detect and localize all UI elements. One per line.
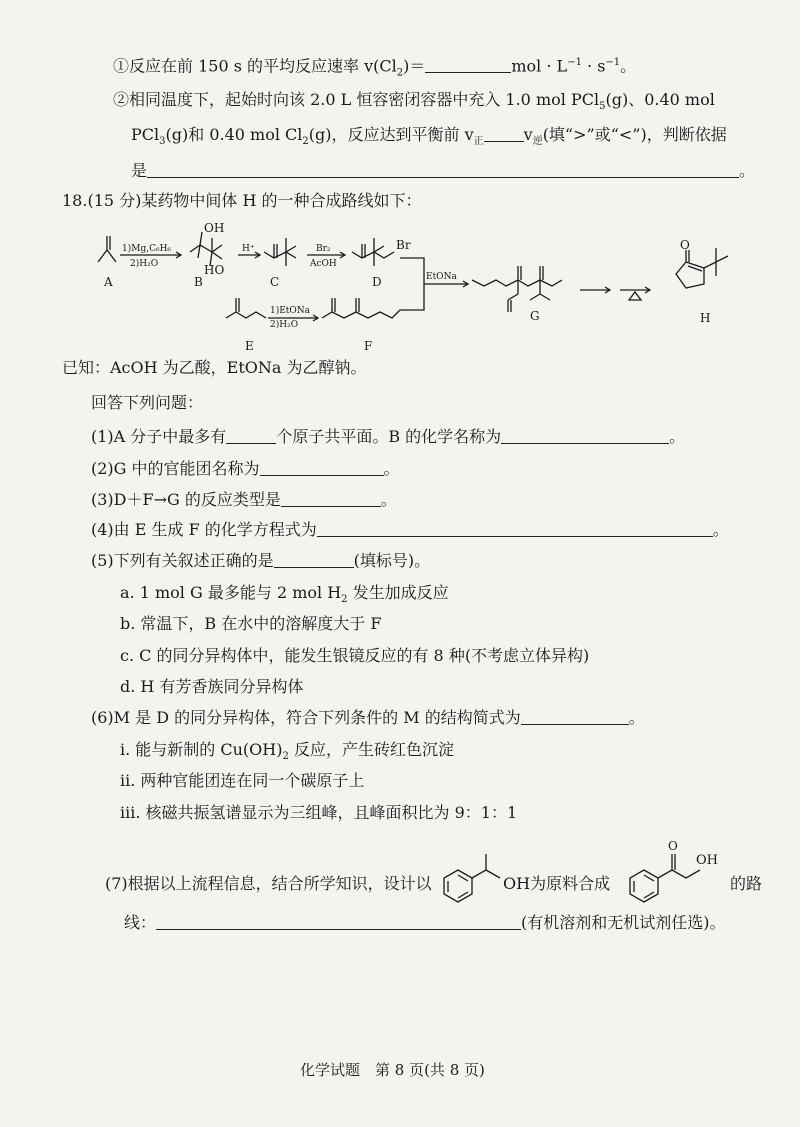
q18-option-d: d. H 有芳香族同分异构体 (120, 677, 304, 696)
label-C: C (270, 275, 280, 289)
q18-sub3: (3)D＋F→G 的反应类型是 。 (91, 490, 397, 509)
q17-part2-line2: PCl$_3$(g)和 0.40 mol $Cl_2(g)$，反应达到平衡前 $v_正$ $v_逆$(填“>”或“<”)，判断依据 (131, 125, 727, 148)
label-B: B (194, 275, 203, 289)
cond-cd-1: Br₂ (316, 244, 331, 254)
q18-title: 18.(15 分)某药物中间体 H 的一种合成路线如下： (62, 191, 422, 210)
atom-O: O (680, 238, 690, 252)
q18-option-c: c. C 的同分异构体中，能发生银镜反应的有 8 种(不考虑立体异构) (120, 646, 590, 665)
q18-option-a: a. 1 mol G 最多能与 2 mol $H_2$ 发生加成反应 (120, 583, 449, 606)
route-blank[interactable] (156, 913, 521, 930)
label-F: F (364, 339, 373, 353)
answer-blank[interactable] (501, 427, 669, 444)
label-A: A (104, 275, 113, 289)
q17-part2: ②相同温度下，起始时向该 2.0 L 恒容密闭容器中充入 1.0 mol PCl$_5$(g)、0.40 mol (113, 90, 715, 113)
q18-sub5: (5)下列有关叙述正确的是 (填标号)。 (91, 551, 431, 570)
cond-cd-2: AcOH (310, 259, 337, 269)
q18-sub6: (6)M 是 D 的同分异构体，符合下列条件的 M 的结构简式为 。 (91, 708, 645, 727)
q18-known: 已知：AcOH 为乙酸，EtONa 为乙醇钠。 (62, 358, 367, 377)
label-H: H (700, 311, 711, 325)
q17-part2-line3: 是 。 (131, 161, 756, 180)
page-footer: 化学试题 第 8 页(共 8 页) (300, 1061, 485, 1079)
atom-O: O (668, 839, 678, 853)
cond-ef-1: 1)EtONa (270, 306, 311, 316)
q18-sub1: (1)A 分子中最多有 个原子共平面。B 的化学名称为 。 (91, 427, 686, 446)
structure-2-hydroxyacetophenone (624, 830, 724, 912)
cond-g: EtONa (426, 272, 457, 282)
q18-sub7-end: 的路 (730, 874, 763, 893)
answer-blank[interactable] (274, 551, 354, 568)
cond-ab-1: 1)Mg,C₆H₆ (122, 244, 172, 254)
atom-OH: OH (204, 221, 225, 235)
cond-ab-2: 2)H₂O (130, 259, 159, 269)
q18-cond-ii: ⅱ. 两种官能团连在同一个碳原子上 (120, 771, 365, 790)
q18-sub2: (2)G 中的官能团名称为 。 (91, 459, 400, 478)
q17-part1: ①反应在前 150 s 的平均反应速率 $v(Cl_2)=$ mol · $L^{-1} \cdot s^{-1}$。 (113, 56, 637, 79)
q18-sub7-line: 线： (有机溶剂和无机试剂任选)。 (124, 913, 726, 932)
q18-cond-iii: ⅲ. 核磁共振氢谱显示为三组峰，且峰面积比为 9：1：1 (120, 803, 518, 822)
answer-blank[interactable] (226, 427, 276, 444)
answer-blank[interactable] (260, 459, 384, 476)
answer-blank[interactable] (521, 708, 629, 725)
q18-intro: 回答下列问题： (91, 393, 204, 412)
answer-blank[interactable] (281, 490, 381, 507)
q18-sub7: (7)根据以上流程信息，结合所学知识，设计以 (105, 874, 432, 893)
q18-sub4: (4)由 E 生成 F 的化学方程式为 。 (91, 520, 729, 539)
q18-sub7-mid: OH为原料合成 (503, 874, 611, 893)
atom-HO: HO (204, 263, 225, 277)
label-G: G (530, 309, 540, 323)
label-D: D (372, 275, 382, 289)
synthesis-scheme (0, 0, 800, 360)
q18-cond-i: ⅰ. 能与新制的 $Cu(OH)_2$ 反应，产生砖红色沉淀 (120, 740, 454, 763)
q18-option-b: b. 常温下，B 在水中的溶解度大于 F (120, 614, 382, 633)
label-E: E (245, 339, 254, 353)
answer-blank[interactable] (317, 520, 713, 537)
cond-ef-2: 2)H₂O (270, 320, 299, 330)
cond-bc: H⁺ (242, 244, 255, 254)
atom-OH: OH (696, 853, 718, 868)
atom-Br: Br (396, 238, 411, 252)
